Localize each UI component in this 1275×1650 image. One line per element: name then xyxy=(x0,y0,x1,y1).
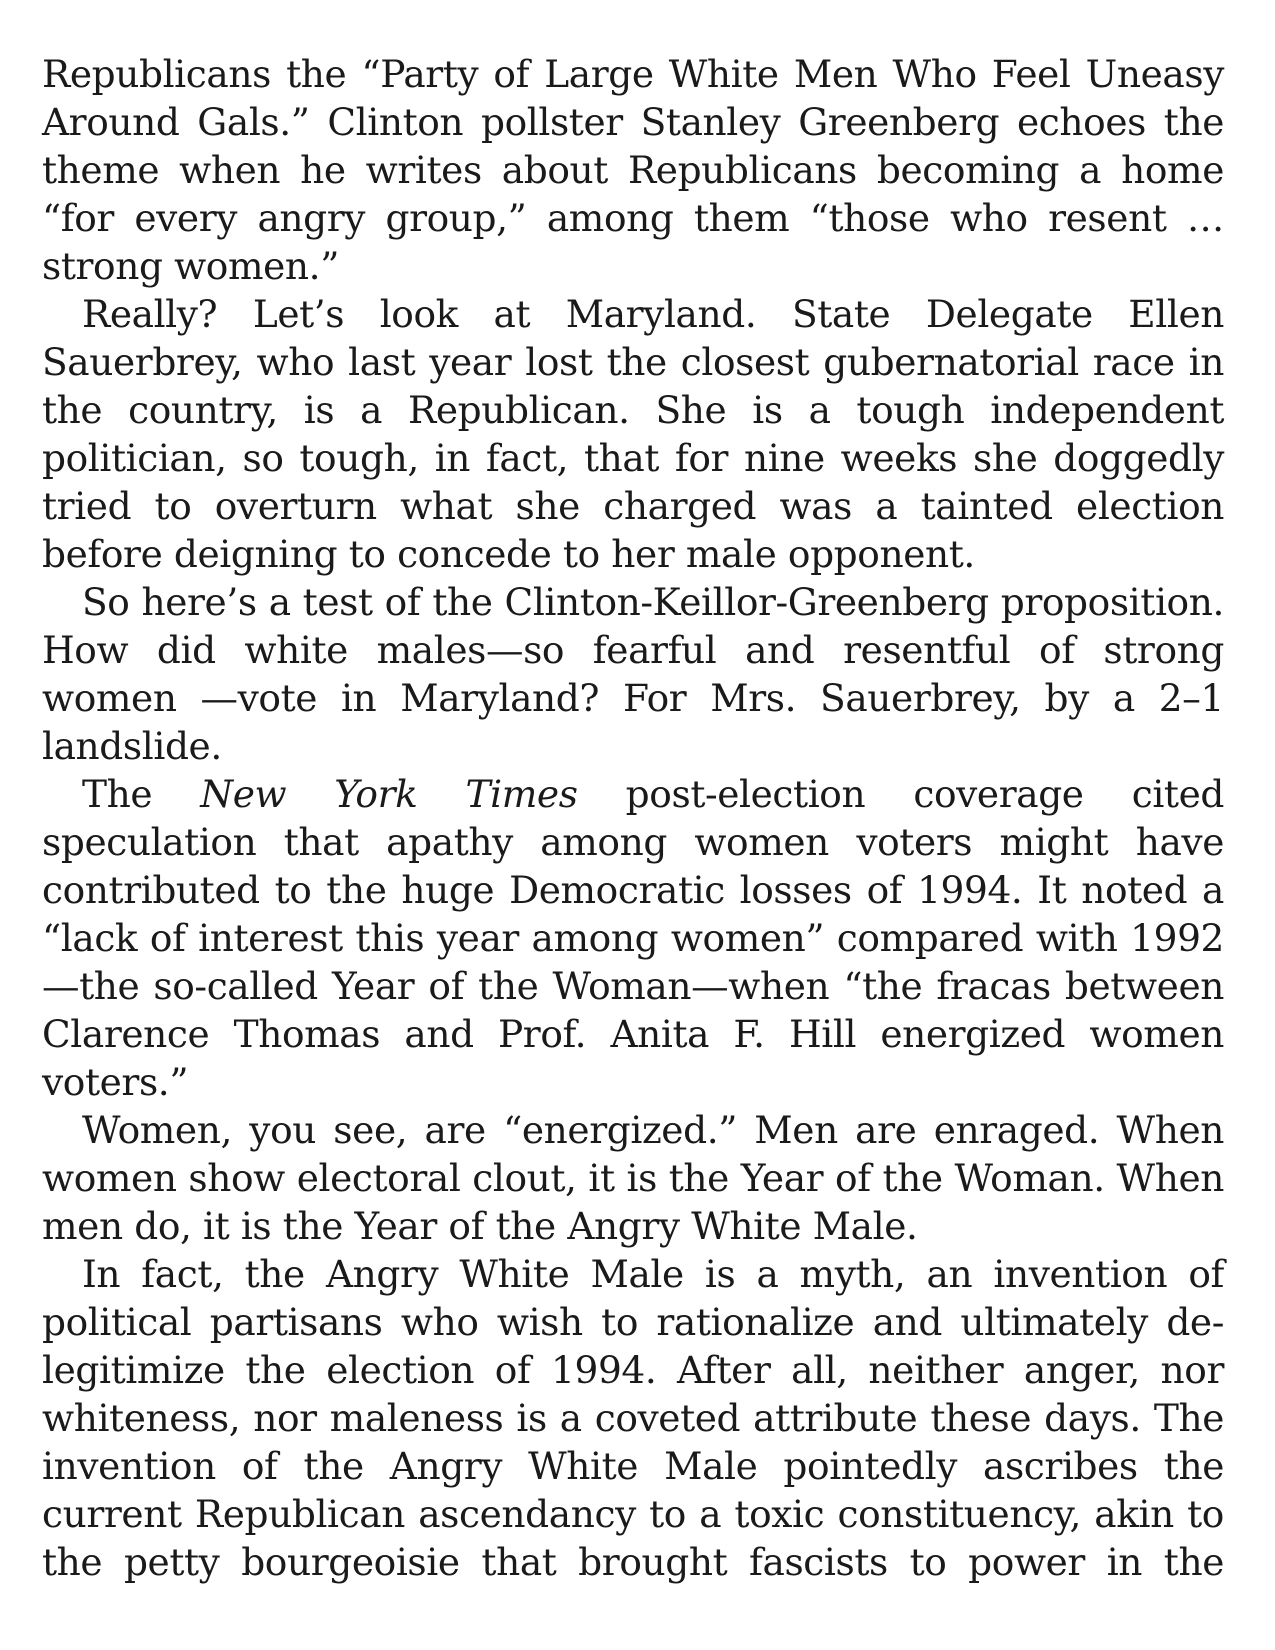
paragraph-1 xyxy=(42,50,1224,290)
paragraph-4-text-after: post-election coverage cited speculation that apathy among women voters might have contributed to the huge Democratic losses of 1994. It noted a “lack of interest this year among women” compared with 1992—the so-called Year of the Woman—when “the fracas between Clarence Thomas and Prof. Anita F. Hill energized women voters.” xyxy=(42,772,1224,1104)
paragraph-3-text: So here’s a test of the Clinton-Keillor-Greenberg proposition. How did white males—so fearful and resentful of strong women —vote in Maryland? For Mrs. Sauerbrey, by a 2–1 landslide. xyxy=(42,580,1224,768)
paragraph-1-text: Republicans the “Party of Large White Men Who Feel Uneasy Around Gals.” Clinton pollster Stanley Greenberg echoes the theme when he writes about Republicans becoming a home “for every angry group,” among them “those who resent … strong women.” xyxy=(42,52,1224,288)
paragraph-4-text-before: The xyxy=(82,772,201,816)
paragraph-2 xyxy=(42,290,1224,578)
paragraph-6 xyxy=(42,1250,1224,1586)
paragraph-5-text: Women, you see, are “energized.” Men are enraged. When women show electoral clout, it is the Year of the Woman. When men do, it is the Year of the Angry White Male. xyxy=(42,1108,1224,1248)
paragraph-6-text: In fact, the Angry White Male is a myth, an invention of political partisans who wish to rationalize and ultimately de-legitimize the election of 1994. After all, neither anger, nor whiteness, nor maleness is a coveted attribute these days. The invention of the Angry White Male pointedly ascribes the current Republican ascendancy to a toxic constituency, akin to the petty bourgeoisie that brought fascists to power in the xyxy=(42,1252,1224,1584)
paragraph-5 xyxy=(42,1106,1224,1250)
paragraph-2-text: Really? Let’s look at Maryland. State Delegate Ellen Sauerbrey, who last year lost the closest gubernatorial race in the country, is a Republican. She is a tough independent politician, so tough, in fact, that for nine weeks she doggedly tried to overturn what she charged was a tainted election before deigning to concede to her male opponent. xyxy=(42,292,1224,576)
paragraph-4 xyxy=(42,770,1224,1106)
paragraph-4-italic-title: New York Times xyxy=(200,772,578,816)
document-page xyxy=(42,50,1224,1586)
paragraph-3 xyxy=(42,578,1224,770)
